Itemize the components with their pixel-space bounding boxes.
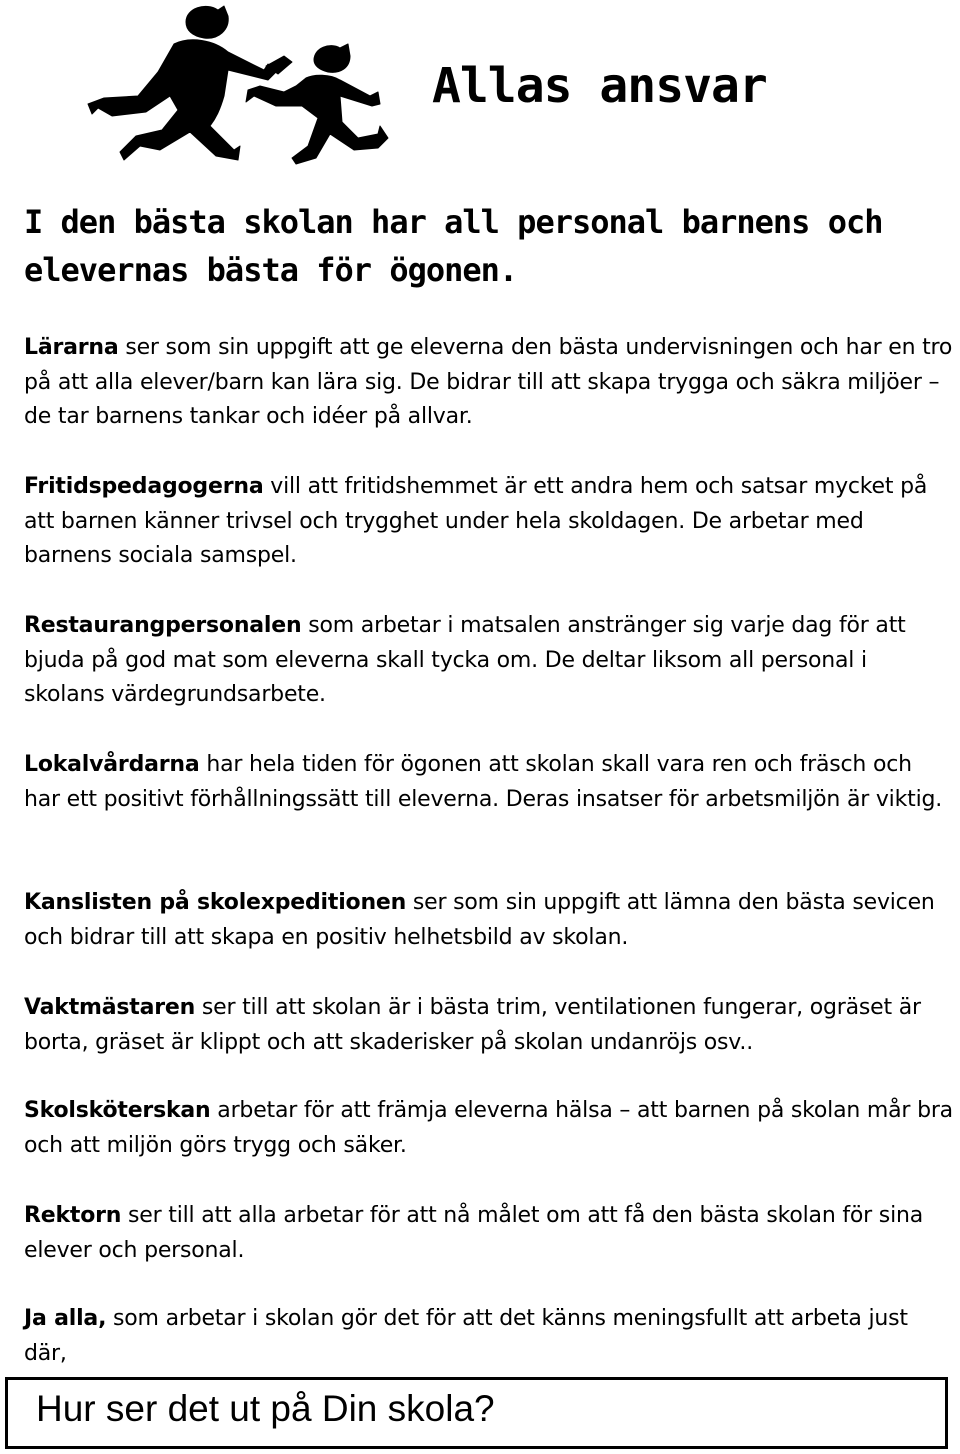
page-title: Allas ansvar: [432, 58, 767, 114]
role-description: arbetar för att främja eleverna hälsa – att barnen på skolan mår bra och att miljön görs trygg och säker.: [24, 1098, 953, 1158]
role-label: Vaktmästaren: [24, 995, 196, 1020]
paragraph-principal: [24, 1199, 954, 1268]
closing-question: Hur ser det ut på Din skola?: [36, 1388, 495, 1429]
paragraph-office-clerk: [24, 886, 954, 955]
role-description: ser som sin uppgift att ge eleverna den bästa undervisningen och har en tro på att alla elever/barn kan lära sig. De bidrar till att skapa trygga och säkra miljöer – de tar barnens tankar och idéer på allvar.: [24, 335, 953, 429]
paragraph-teachers: [24, 331, 954, 435]
paragraph-everyone: [24, 1302, 954, 1371]
paragraph-school-nurse: [24, 1094, 954, 1163]
role-label: Kanslisten på skolexpeditionen: [24, 890, 407, 915]
question-box: [5, 1377, 948, 1449]
role-label: Fritidspedagogerna: [24, 474, 264, 499]
role-label: Ja alla,: [24, 1306, 107, 1331]
role-label: Skolsköterskan: [24, 1098, 211, 1123]
paragraph-cleaners: [24, 748, 954, 817]
role-label: Rektorn: [24, 1203, 122, 1228]
role-label: Restaurangpersonalen: [24, 613, 302, 638]
lead-statement: I den bästa skolan har all personal barnens och elevernas bästa för ögonen.: [24, 203, 883, 289]
paragraph-recreation-staff: [24, 470, 954, 574]
role-description: som arbetar i matsalen anstränger sig varje dag för att bjuda på god mat som eleverna skall tycka om. De deltar liksom all personal i skolans värdegrundsarbete.: [24, 613, 906, 707]
role-description: ser till att alla arbetar för att nå målet om att få den bästa skolan för sina elever och personal.: [24, 1203, 924, 1263]
role-label: Lärarna: [24, 335, 119, 360]
role-label: Lokalvårdarna: [24, 752, 200, 777]
paragraph-restaurant-staff: [24, 609, 954, 713]
paragraph-caretaker: [24, 991, 954, 1060]
role-description: vill att fritidshemmet är ett andra hem och satsar mycket på att barnen känner trivsel och trygghet under hela skoldagen. De arbetar med barnens sociala samspel.: [24, 474, 928, 568]
running-figures-icon: [78, 0, 408, 170]
role-description: som arbetar i skolan gör det för att det känns meningsfullt att arbeta just där,: [24, 1306, 908, 1366]
role-description: har hela tiden för ögonen att skolan skall vara ren och fräsch och har ett positivt förhållningssätt till eleverna. Deras insatser för arbetsmiljön är viktig.: [24, 752, 943, 812]
role-description: ser till att skolan är i bästa trim, ventilationen fungerar, ogräset är borta, gräset är klippt och att skaderisker på skolan undanröjs osv..: [24, 995, 921, 1055]
role-description: ser som sin uppgift att lämna den bästa sevicen och bidrar till att skapa en positiv helhetsbild av skolan.: [24, 890, 935, 950]
